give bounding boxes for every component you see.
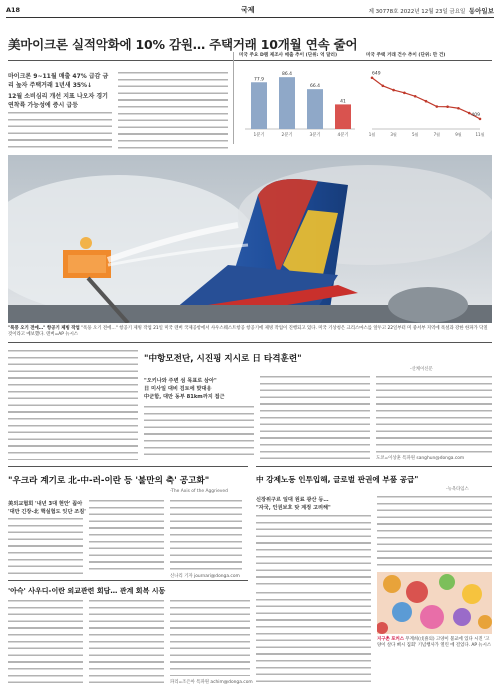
- world-focus-photo: [377, 572, 492, 634]
- axis-byline: 신나리 기자 journari@donga.com: [170, 574, 240, 579]
- chart2-category-label: 9월: [455, 132, 462, 137]
- saudi-iran-headline: '아슥' 사우디-이란 외교관련 회담… 관계 회복 시동: [8, 587, 166, 595]
- chart2-point: [425, 100, 428, 103]
- section-divider-2: [8, 466, 248, 467]
- world-focus-label: 지구촌 포커스: [377, 637, 404, 642]
- axis-quotes: [8, 500, 86, 516]
- chart2-title: 미국 주택 거래 건수 추이 (단위: 만 건): [366, 53, 446, 58]
- lead-charts: [233, 52, 492, 144]
- deck-1: 마이크론 9~11월 매출 47% 급감 금리 높자 주택거래 1년새 35%↓: [8, 73, 109, 89]
- chart1-value-label: 86.4: [281, 72, 293, 78]
- forced-labor-body-col2: [377, 496, 492, 566]
- saudi-body-col3: [170, 600, 250, 676]
- forced-labor-quote-2: "자국, 인권보호 탓 계정 고려해": [256, 505, 331, 511]
- lead-body-col1: [8, 112, 112, 152]
- section-divider-1: [8, 342, 492, 343]
- brand-logo: 동아일보: [468, 7, 494, 15]
- forced-labor-quotes: [256, 496, 331, 512]
- china-byline: 도쿄=이상훈 특파원 sanghun@donga.com: [376, 456, 465, 461]
- deck-2: 12월 소비심리 개선 지표 나오자 경기 연착륙 가능성에 증시 급등: [8, 93, 108, 109]
- dram-revenue-chart: [239, 61, 359, 141]
- saudi-body-col2: [89, 600, 164, 686]
- axis-source: -The Axis of the Aggrieved: [170, 489, 228, 494]
- chart1-bar: [335, 104, 351, 129]
- chart2-category-label: 11월: [475, 132, 485, 137]
- chart1-bar: [279, 77, 295, 129]
- chart2-point: [446, 105, 449, 108]
- lead-photo: [8, 155, 492, 323]
- lead-decks: [8, 72, 112, 112]
- chart2-point: [479, 118, 482, 121]
- lead-body-col2: [118, 72, 228, 152]
- forced-labor-headline: 中 강제노동 인투입해, 글로벌 판권에 부품 공급": [256, 475, 419, 484]
- chart2-point: [371, 76, 374, 79]
- chart2-category-label: 1월: [368, 132, 376, 137]
- chart1-value-label: 66.4: [309, 84, 321, 90]
- china-body-col2: [260, 376, 370, 460]
- chart2-category-label: 5월: [411, 132, 419, 137]
- chart2-point: [403, 92, 406, 95]
- caption-text: "폭풍 오기 전에…" 항공기 제빙 작업 21일 미국 덴버 국제공항에서 사우스웨스트항공 항공기에 제빙 작업이 진행되고 있다. 미국 기상청은 크리스마스를 앞두고 22일부터 미 중서부 지역에 폭설과 강한 한파가 닥칠 것이라고 예보했다. 덴버=AP 뉴시스: [8, 326, 488, 337]
- chart1-bar: [251, 82, 267, 129]
- saudi-byline: 파리=조은아 특파원 achim@donga.com: [170, 680, 253, 685]
- chart1-category-label: 1분기: [253, 133, 265, 138]
- home-sales-chart: [366, 61, 486, 141]
- chart2-category-label: 3월: [390, 132, 397, 137]
- axis-quote-1: 美외교협회 '내년 3대 현안' 꼽아: [8, 501, 83, 507]
- chart1-bar: [307, 89, 323, 129]
- world-focus-text: 무계희(戊喜의) 고양이 불교에 있다 시진 '고양이 살다 삐시 집회' 기념행사가 열린 에 걸었다. AP 뉴시스: [377, 637, 492, 648]
- axis-body-col1: [8, 518, 83, 574]
- china-headline: "中항모전단, 시진핑 지시로 日 타격훈련": [144, 354, 302, 364]
- caption-lead: "폭풍 오기 전에…" 항공기 제빙 작업: [8, 326, 80, 331]
- page-number: A18: [6, 6, 21, 14]
- chart1-value-label: 77.9: [253, 77, 265, 83]
- world-focus-caption: [377, 637, 492, 649]
- chart1-category-label: 3분기: [309, 133, 321, 138]
- chart2-point: [457, 107, 460, 110]
- china-quote-3: 中군함, 대만 동부 81km까지 접근: [144, 394, 225, 400]
- forced-labor-quote-1: 신장위구르 일대 원료 광산 등…: [256, 497, 329, 503]
- lead-photo-caption: [8, 326, 492, 338]
- saudi-body-col1: [8, 600, 83, 686]
- chart2-point: [468, 112, 471, 115]
- chart2-point: [392, 89, 395, 92]
- chart2-point: [414, 95, 417, 98]
- section-name: 국제: [241, 6, 255, 14]
- chart2-line: [372, 78, 480, 119]
- page-header: [6, 4, 494, 18]
- chart1-title: 미국 주요 D램 제조사 매출 추이 (단위: 억 달러): [239, 53, 338, 58]
- chart1-value-label: 41: [340, 99, 346, 105]
- axis-headline: "우크라 계기로 北-中-러-이란 등 '불만의 축' 공고화": [8, 476, 210, 486]
- left-brief-body: [8, 350, 138, 460]
- section-divider-3: [256, 466, 492, 467]
- china-body-col3: [376, 376, 492, 454]
- china-source: -산케이신문: [410, 367, 433, 372]
- axis-body-col2: [89, 500, 164, 574]
- airplane-deicing-image: [8, 155, 492, 323]
- axis-body-col3: [170, 500, 242, 570]
- chart2-point: [436, 105, 439, 108]
- lead-headline: 美마이크론 실적악화에 10% 감원… 주택거래 10개월 연속 줄어: [8, 37, 358, 52]
- china-quote-1: "오키나와 주변 섬 목표로 삼아": [144, 378, 217, 384]
- chart2-value-label: 649: [372, 71, 381, 77]
- axis-quote-2: '대만 긴장-北 핵실험도 잇단 조짐': [8, 509, 86, 515]
- china-quote-2: 日 미사일 대비 검토에 맞대응: [144, 386, 212, 392]
- chart1-category-label: 2분기: [281, 133, 293, 138]
- forced-labor-body-col3: [256, 592, 371, 686]
- issue-info: [369, 6, 494, 15]
- section-divider-4: [8, 580, 248, 581]
- chart1-category-label: 4분기: [337, 133, 349, 138]
- china-quotes: [144, 377, 225, 401]
- chart2-value-label: 409: [471, 112, 480, 118]
- forced-labor-body-col1: [256, 515, 371, 585]
- chart2-point: [382, 85, 385, 88]
- forced-labor-source: -뉴욕타임스: [446, 487, 469, 492]
- lantern-festival-image: [377, 572, 492, 634]
- chart2-category-label: 7월: [433, 132, 441, 137]
- china-body-col1: [144, 406, 254, 460]
- issue-date: 제 30778호 2022년 12월 23일 금요일: [368, 9, 466, 15]
